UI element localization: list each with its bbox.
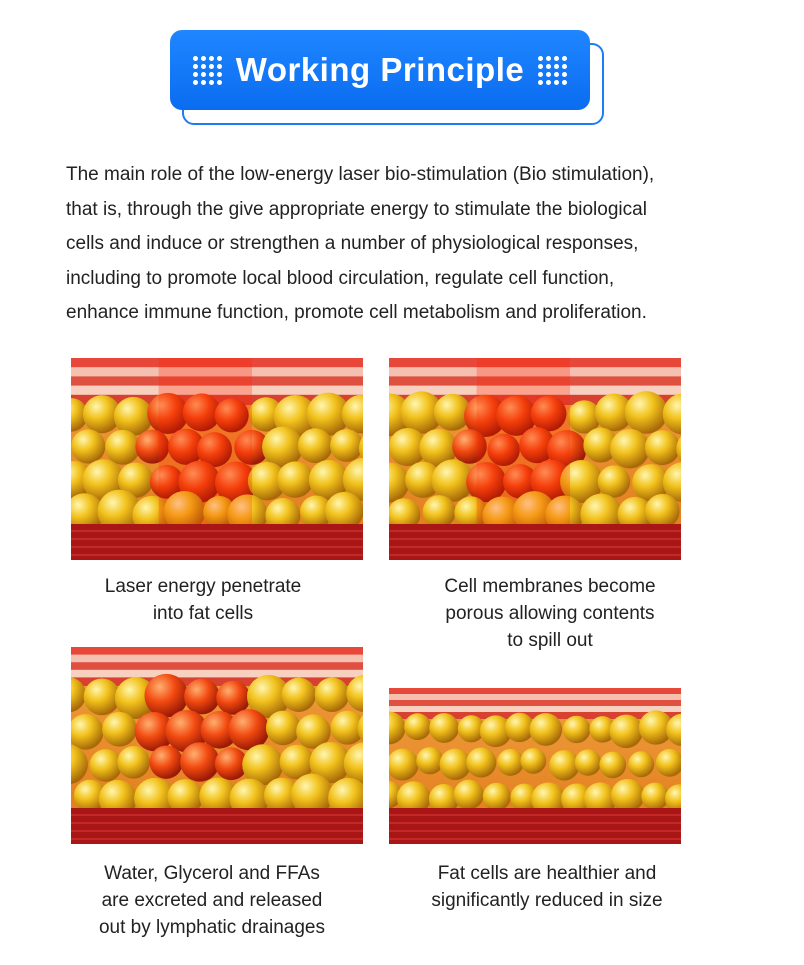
- page-title: Working Principle: [235, 51, 525, 88]
- laser-penetration-image: [71, 358, 363, 560]
- caption-line: to spill out: [507, 630, 593, 651]
- intro-line: enhance immune function, promote cell metabolism and proliferation.: [66, 302, 647, 323]
- intro-line: The main role of the low-energy laser bio-stimulation (Bio stimulation),: [66, 164, 655, 185]
- reduced-fat-cells-image: [389, 688, 681, 844]
- intro-paragraph: [66, 158, 766, 331]
- title-banner: [170, 30, 604, 126]
- caption-line: Water, Glycerol and FFAs: [104, 863, 320, 884]
- step-caption: [71, 573, 335, 627]
- intro-line: including to promote local blood circulation, regulate cell function,: [66, 267, 615, 289]
- caption-line: porous allowing contents: [445, 603, 655, 624]
- banner-badge: [170, 30, 590, 110]
- step-caption: [389, 573, 711, 654]
- caption-line: Cell membranes become: [444, 576, 656, 597]
- caption-line: are excreted and released: [101, 890, 323, 911]
- caption-line: significantly reduced in size: [431, 890, 663, 911]
- dots-grid-icon: [538, 56, 567, 85]
- intro-line: cells and induce or strengthen a number of physiological responses,: [66, 233, 639, 254]
- caption-line: into fat cells: [152, 603, 254, 624]
- step-caption: [389, 860, 705, 914]
- step-caption: [71, 860, 353, 941]
- intro-line: that is, through the give appropriate energy to stimulate the biological: [66, 198, 647, 220]
- caption-line: Fat cells are healthier and: [437, 863, 657, 884]
- dots-grid-icon: [193, 56, 222, 85]
- caption-line: Laser energy penetrate: [104, 576, 302, 597]
- caption-line: out by lymphatic drainages: [98, 917, 325, 938]
- porous-membrane-image: [389, 358, 681, 560]
- lymphatic-drainage-image: [71, 647, 363, 844]
